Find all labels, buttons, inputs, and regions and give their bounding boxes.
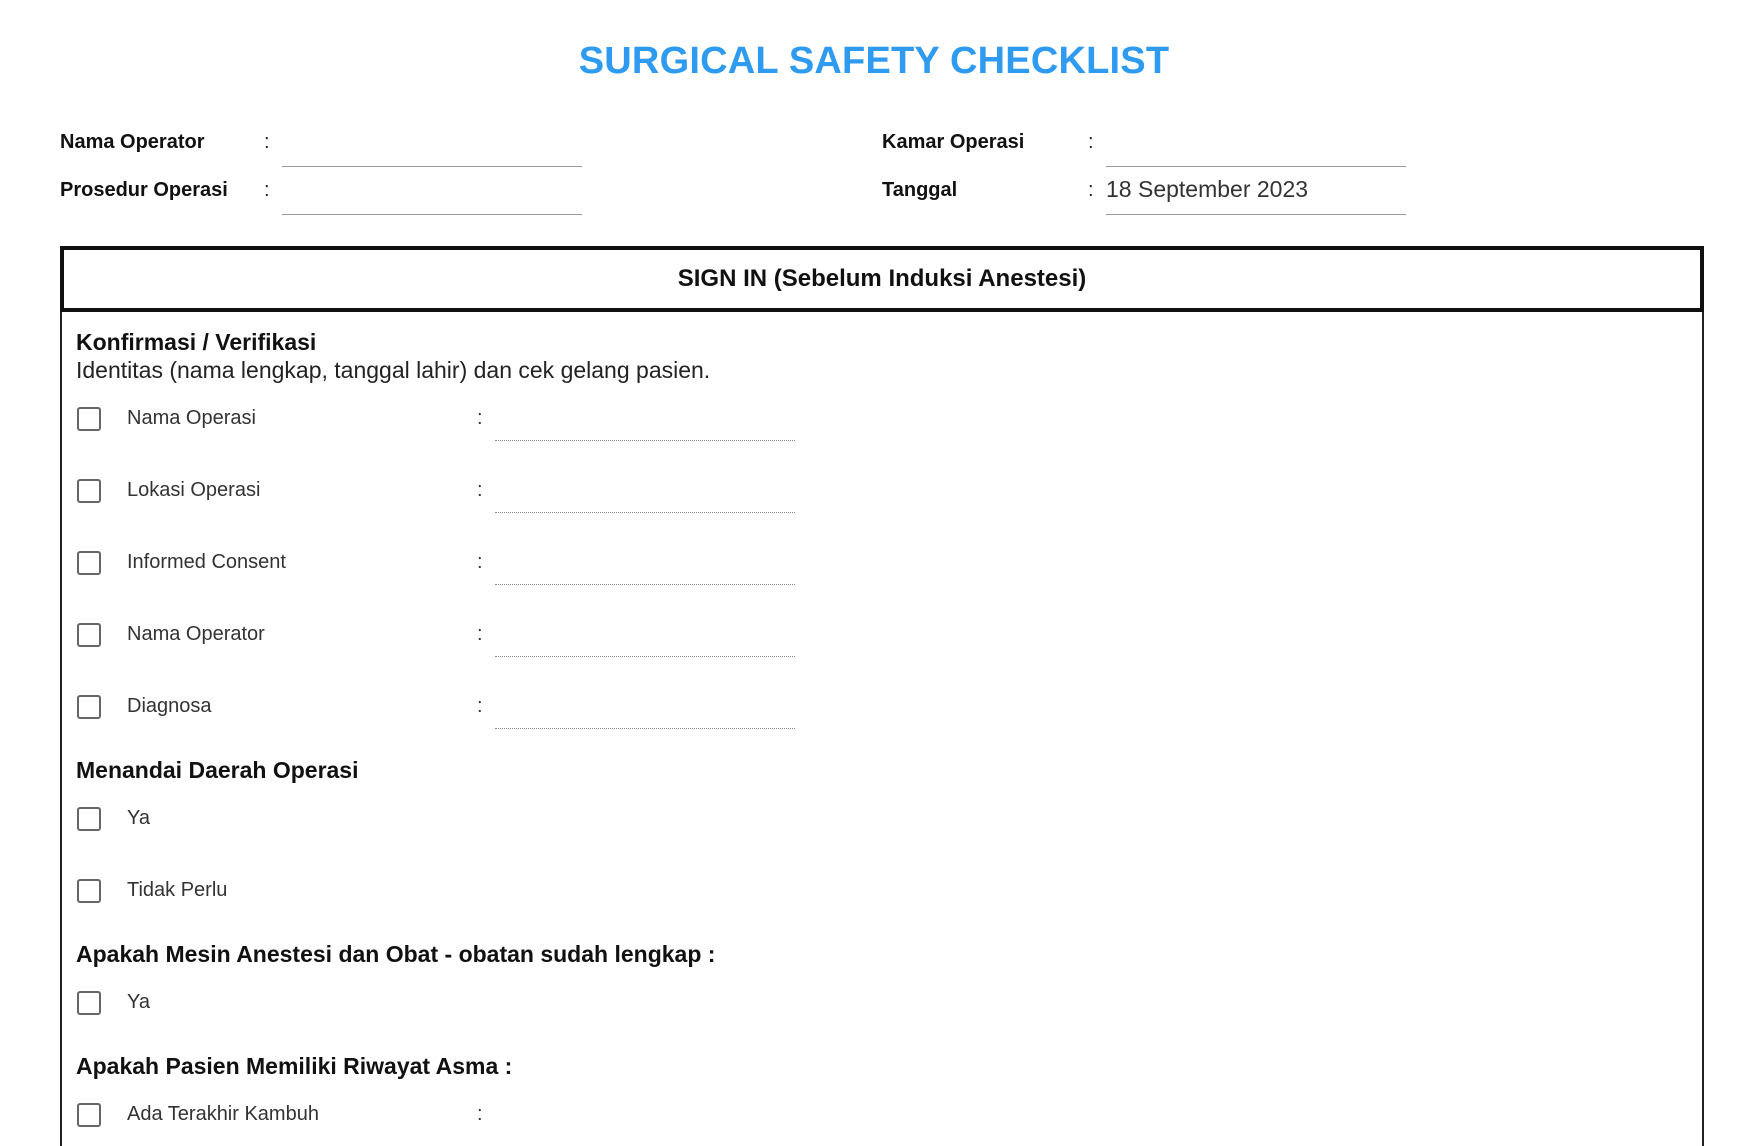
nama-operator-colon: : — [264, 131, 270, 153]
checklist-item-informed-consent — [76, 548, 816, 580]
item-colon: : — [477, 623, 483, 645]
kamar-operasi-field[interactable] — [1106, 166, 1406, 167]
item-label: Tidak Perlu — [127, 879, 228, 901]
tanggal-label: Tanggal — [882, 179, 958, 201]
item-label: Ya — [127, 991, 150, 1013]
nama-operator-field[interactable] — [282, 166, 582, 167]
checklist-item-nama-operator — [76, 620, 816, 652]
item-label: Nama Operator — [127, 623, 265, 645]
mesin-anestesi-title: Apakah Mesin Anestesi dan Obat - obatan sudah lengkap : — [76, 941, 716, 967]
item-input-line[interactable] — [495, 512, 795, 513]
menandai-title: Menandai Daerah Operasi — [76, 757, 359, 783]
item-label: Diagnosa — [127, 695, 212, 717]
checkbox[interactable] — [77, 807, 101, 831]
item-input-line[interactable] — [495, 728, 795, 729]
kamar-operasi-label: Kamar Operasi — [882, 131, 1025, 153]
prosedur-operasi-label: Prosedur Operasi — [60, 179, 228, 201]
prosedur-operasi-colon: : — [264, 179, 270, 201]
item-label: Informed Consent — [127, 551, 286, 573]
item-label: Ada Terakhir Kambuh — [127, 1103, 319, 1125]
checkbox[interactable] — [77, 479, 101, 503]
checklist-item-tidak-perlu — [76, 876, 816, 908]
checkbox[interactable] — [77, 879, 101, 903]
tanggal-value[interactable]: 18 September 2023 — [1106, 176, 1309, 202]
item-label: Lokasi Operasi — [127, 479, 261, 501]
item-label: Nama Operasi — [127, 407, 256, 429]
checklist-item-ya — [76, 804, 816, 836]
item-input-line[interactable] — [495, 440, 795, 441]
prosedur-operasi-field[interactable] — [282, 214, 582, 215]
item-colon: : — [477, 551, 483, 573]
riwayat-asma-title: Apakah Pasien Memiliki Riwayat Asma : — [76, 1053, 513, 1079]
checkbox[interactable] — [77, 623, 101, 647]
checkbox[interactable] — [77, 407, 101, 431]
page-title: SURGICAL SAFETY CHECKLIST — [578, 40, 1170, 82]
checklist-item-nama-operasi — [76, 404, 816, 436]
item-input-line[interactable] — [495, 656, 795, 657]
nama-operator-label: Nama Operator — [60, 131, 205, 153]
sign-in-heading-text: SIGN IN (Sebelum Induksi Anestesi) — [677, 265, 1087, 292]
item-colon: : — [477, 479, 483, 501]
checklist-item-ada-terakhir-kambuh — [76, 1100, 816, 1132]
item-label: Ya — [127, 807, 150, 829]
konfirmasi-subtitle: Identitas (nama lengkap, tanggal lahir) dan cek gelang pasien. — [76, 357, 711, 383]
checkbox[interactable] — [77, 695, 101, 719]
konfirmasi-title: Konfirmasi / Verifikasi — [76, 329, 317, 355]
checklist-item-lokasi-operasi — [76, 476, 816, 508]
item-colon: : — [477, 407, 483, 429]
checkbox[interactable] — [77, 1103, 101, 1127]
checklist-item-ya — [76, 988, 816, 1020]
tanggal-field — [1106, 214, 1406, 215]
tanggal-colon: : — [1088, 179, 1094, 201]
checkbox[interactable] — [77, 991, 101, 1015]
checklist-item-diagnosa — [76, 692, 816, 724]
sign-in-heading — [60, 246, 1704, 312]
checkbox[interactable] — [77, 551, 101, 575]
kamar-operasi-colon: : — [1088, 131, 1094, 153]
item-colon: : — [477, 695, 483, 717]
item-colon: : — [477, 1103, 483, 1125]
item-input-line[interactable] — [495, 584, 795, 585]
